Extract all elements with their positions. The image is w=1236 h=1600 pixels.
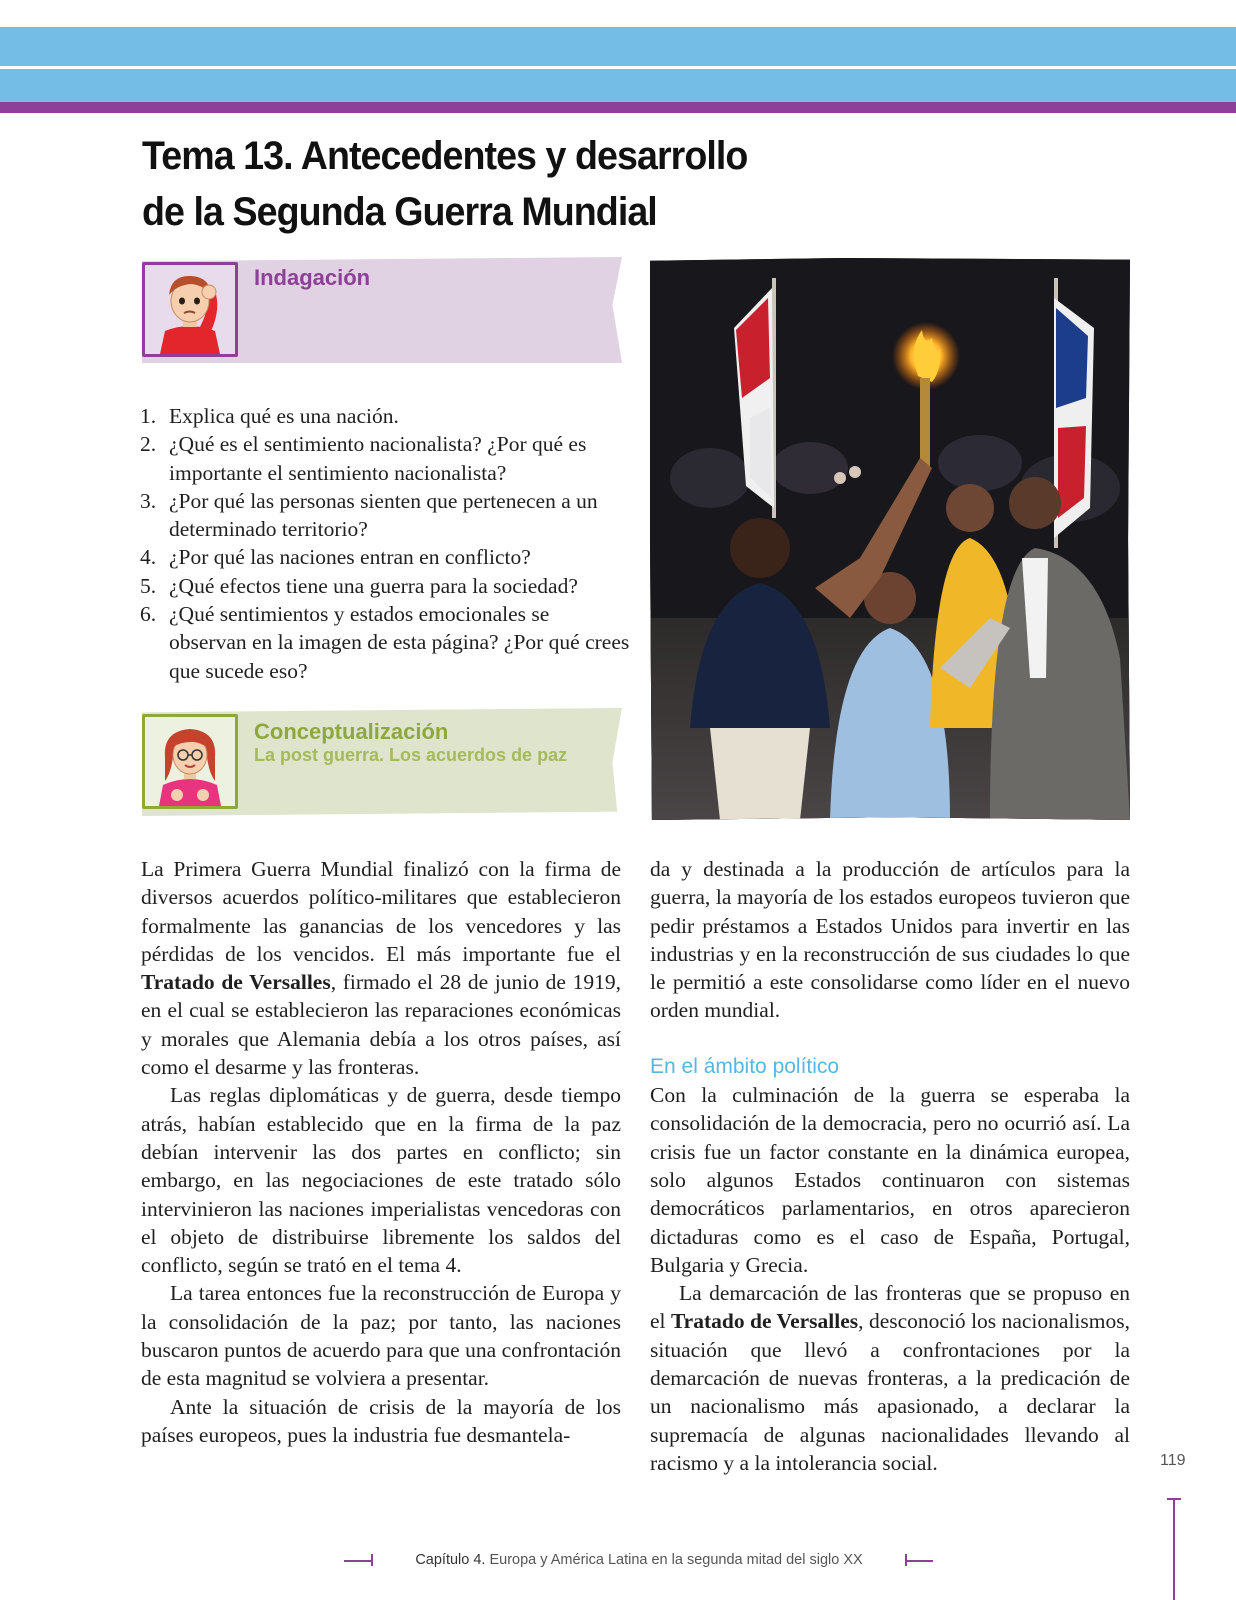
body-paragraph (650, 1279, 1130, 1477)
body-column-left (141, 855, 621, 1449)
question-number: 1. (140, 404, 157, 428)
question-text: ¿Por qué las naciones entran en conflicto? (169, 545, 531, 570)
question-item (140, 402, 630, 430)
bold-term: Tratado de Versalles (670, 1309, 859, 1334)
question-item (140, 430, 630, 487)
body-paragraph (141, 855, 621, 1081)
conceptualizacion-avatar (142, 714, 238, 809)
girl-with-glasses-icon (145, 717, 235, 806)
indagacion-heading: Indagación (254, 265, 371, 290)
paragraph-text: , firmado el 28 de junio de 1919, en el cual se establecieron las reparaciones económicas y morales que Alemania debía a los otros países, así como el desarme y las fronteras. (141, 970, 621, 1080)
body-paragraph: Las reglas diplomáticas y de guerra, desde tiempo atrás, habían establecido que en la firma de la paz debían intervenir las dos partes en conflicto; sin embargo, en las negociaciones de este tratado sólo intervinieron las naciones imperialistas vencedoras con el objeto de distribuirse libremente los saldos del conflicto, según se trató en el tema 4. (141, 1083, 621, 1278)
header-band-top (0, 27, 1236, 66)
question-item (140, 487, 630, 544)
section-subheading: En el ámbito político (650, 1054, 840, 1078)
question-text: ¿Qué efectos tiene una guerra para la sociedad? (169, 573, 578, 598)
body-paragraph: La tarea entonces fue la reconstrucción de Europa y la consolidación de la paz; por tanto, las naciones buscaron puntos de acuerdo para que una confrontación de esta magnitud se volviera a presentar. (141, 1281, 621, 1391)
footer-rule-right (905, 1560, 933, 1562)
torch-ceremony-image (650, 258, 1130, 820)
question-number: 3. (140, 488, 157, 513)
page-number: 119 (1160, 1452, 1186, 1469)
paragraph-text: La Primera Guerra Mundial finalizó con la firma de diversos acuerdos político-militares que establecieron formalmente las ganancias de los vencedores y las pérdidas de los vencidos. El más importante fue el (141, 857, 621, 966)
page-title-line2: de la Segunda Guerra Mundial (142, 190, 657, 234)
bold-term: Tratado de Versalles (141, 970, 331, 995)
question-item (140, 543, 630, 571)
page-title (142, 128, 800, 240)
body-column-right (650, 855, 1130, 1477)
question-number: 5. (140, 573, 157, 598)
torch-ceremony-photo (650, 258, 1130, 820)
indagacion-avatar (142, 262, 238, 357)
body-paragraph: Ante la situación de crisis de la mayoría de los países europeos, pues la industria fue desmantela- (141, 1394, 621, 1447)
body-paragraph: Con la culminación de la guerra se esperaba la consolidación de la democracia, pero no ocurrió así. La crisis fue un factor constante en la dinámica europea, solo algunos Estados continuaron con sistemas democráticos parlamentarios, en otros aparecieron dictaduras como es el caso de España, Portugal, Bulgaria y Grecia. (650, 1083, 1130, 1277)
conceptualizacion-heading: Conceptualización (254, 719, 449, 744)
thinking-boy-icon (145, 265, 235, 354)
question-text: ¿Qué es el sentimiento nacionalista? ¿Por qué es importante el sentimiento nacionalista? (169, 432, 587, 485)
footer-chapter-title: Europa y América Latina en la segunda mitad del siglo XX (489, 1552, 863, 1568)
question-text: Explica qué es una nación. (169, 404, 399, 428)
question-list (140, 402, 630, 685)
footer-chapter: Capítulo 4. (415, 1552, 486, 1568)
footer-running-head (344, 1552, 934, 1568)
header-band-purple (0, 102, 1236, 113)
question-item (140, 572, 630, 600)
question-number: 6. (140, 602, 157, 627)
page-title-line1: Tema 13. Antecedentes y desarrollo (142, 134, 748, 178)
conceptualizacion-subheading: La post guerra. Los acuerdos de paz (254, 745, 568, 765)
margin-rule (1173, 1498, 1175, 1600)
paragraph-text: La demarcación de las fronteras que se propuso en el (650, 1281, 1130, 1334)
header-band-middle (0, 69, 1236, 102)
question-number: 2. (140, 432, 157, 457)
question-text: ¿Qué sentimientos y estados emocionales se observan en la imagen de esta página? ¿Por qué crees que sucede eso? (169, 602, 630, 683)
body-paragraph: da y destinada a la producción de artículos para la guerra, la mayoría de los estados europeos tuvieron que pedir préstamos a Estados Unidos para invertir en las industrias y en la reconstrucción de sus ciudades lo que le permitió a este consolidarse como líder en el nuevo orden mundial. (650, 857, 1130, 1023)
question-number: 4. (140, 545, 157, 570)
paragraph-text: , desconoció los nacionalismos, situación que llevó a confrontaciones por la demarcación de nuevas fronteras, a la predicación de un nacionalismo más apasionado, a declarar la supremacía de algunas nacionalidades llevando al racismo y a la intolerancia social. (650, 1309, 1130, 1475)
question-item (140, 600, 630, 685)
question-text: ¿Por qué las personas sienten que pertenecen a un determinado territorio? (169, 488, 598, 542)
